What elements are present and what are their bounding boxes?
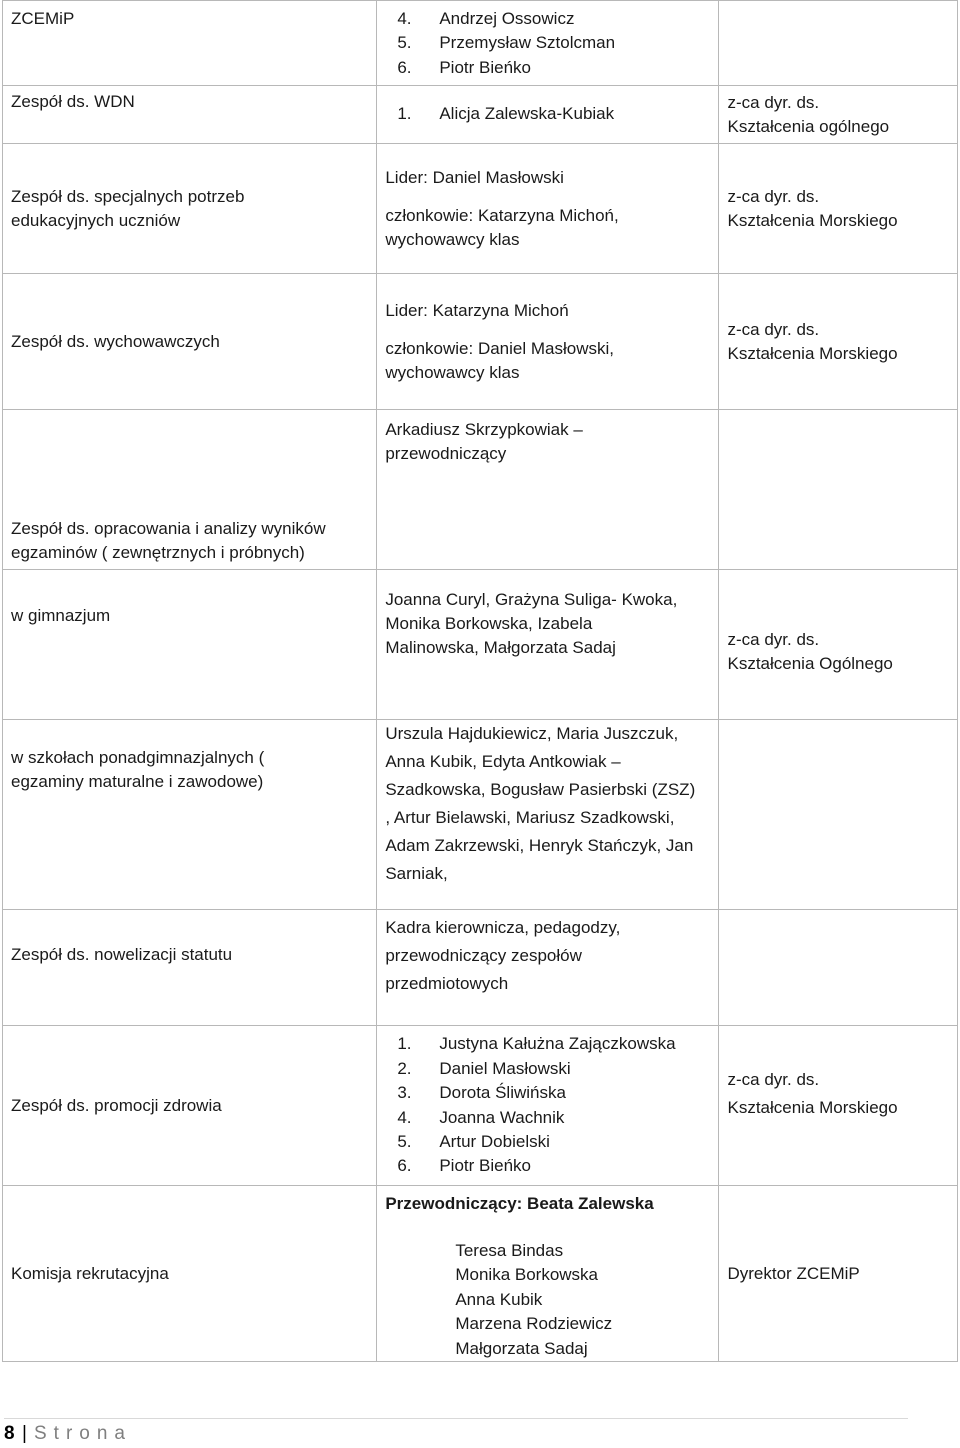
list-item: Monika Borkowska (455, 1265, 599, 1285)
table-row (3, 720, 958, 910)
supervisor-line: z-ca dyr. ds. (727, 1070, 820, 1089)
supervisor-line: Dyrektor ZCEMiP (727, 1263, 860, 1283)
team-name: edukacyjnych uczniów (11, 210, 181, 230)
members-cell (377, 910, 719, 1026)
members-text: Anna Kubik, Edyta Antkowiak – (385, 752, 621, 771)
list-item: 5. Artur Dobielski (397, 1131, 550, 1151)
supervisor-line: Kształcenia Morskiego (727, 210, 898, 230)
list-item: 3. Dorota Śliwińska (397, 1083, 566, 1103)
supervisor-cell (719, 1, 958, 86)
supervisor-line: z-ca dyr. ds. (727, 630, 820, 649)
page-word: Strona (34, 1423, 132, 1444)
team-name: Zespół ds. specjalnych potrzeb (11, 186, 245, 206)
table-row (3, 1186, 958, 1362)
table-row (3, 274, 958, 410)
supervisor-line: Kształcenia Morskiego (727, 1098, 898, 1117)
members-text: wychowawcy klas (385, 362, 520, 382)
members-text: Adam Zakrzewski, Henryk Stańczyk, Jan (385, 836, 694, 855)
leader: Lider: Daniel Masłowski (385, 167, 564, 187)
leader: Lider: Katarzyna Michoń (385, 300, 569, 320)
supervisor-cell (719, 86, 958, 144)
supervisor-line: z-ca dyr. ds. (727, 92, 820, 112)
team-name-cell (3, 1, 377, 86)
members-text: wychowawcy klas (385, 229, 520, 249)
members-text: , Artur Bielawski, Mariusz Szadkowski, (385, 808, 675, 827)
supervisor-cell (719, 720, 958, 910)
supervisor-cell (719, 910, 958, 1026)
chair-cell (377, 410, 719, 570)
page-number: 8 (4, 1423, 15, 1444)
members-list (385, 102, 710, 126)
members-text: Kadra kierownicza, pedagodzy, (385, 918, 621, 937)
members-cell (377, 274, 719, 410)
chair: Arkadiusz Skrzypkowiak – (385, 420, 583, 439)
members-cell (377, 1, 719, 86)
supervisor-line: z-ca dyr. ds. (727, 186, 820, 206)
team-name-cell (3, 910, 377, 1026)
page-footer (0, 1418, 960, 1448)
team-name: Zespół ds. opracowania i analizy wyników (11, 519, 326, 538)
supervisor-cell (719, 410, 958, 570)
members-cell (377, 570, 719, 720)
subgroup-label: egzaminy maturalne i zawodowe) (11, 772, 264, 791)
list-item: Marzena Rodziewicz (455, 1314, 613, 1334)
subgroup-label: w gimnazjum (11, 606, 111, 625)
team-name-cell (3, 720, 377, 910)
list-item: 1. Justyna Kałużna Zajączkowska (397, 1034, 676, 1054)
team-name-cell (3, 274, 377, 410)
supervisor-cell (719, 144, 958, 274)
table-row (3, 1026, 958, 1186)
members-text: Monika Borkowska, Izabela (385, 614, 593, 633)
members-list (385, 1032, 710, 1178)
supervisor-cell (719, 274, 958, 410)
table-row (3, 144, 958, 274)
members-cell (377, 144, 719, 274)
members-list (385, 7, 710, 80)
members-text: przedmiotowych (385, 974, 509, 993)
team-name-cell (3, 144, 377, 274)
table-row (3, 1, 958, 86)
table-row (3, 410, 958, 570)
members-cell (377, 86, 719, 144)
list-item: Teresa Bindas (455, 1241, 564, 1260)
members-cell (377, 1186, 719, 1362)
list-item: Małgorzata Sadaj (455, 1338, 588, 1358)
footer-divider (4, 1418, 908, 1419)
list-item: 6. Piotr Bieńko (397, 57, 532, 77)
list-item: 5. Przemysław Sztolcman (397, 33, 616, 53)
team-name: Komisja rekrutacyjna (11, 1263, 169, 1283)
list-item: 4. Andrzej Ossowicz (397, 9, 575, 28)
footer-separator: | (22, 1423, 27, 1444)
supervisor-line: Kształcenia Ogólnego (727, 654, 893, 673)
supervisor-line: z-ca dyr. ds. (727, 319, 820, 339)
members-text: Malinowska, Małgorzata Sadaj (385, 638, 616, 657)
table-row (3, 570, 958, 720)
table-row (3, 86, 958, 144)
document-table (2, 0, 958, 1362)
list-item: 6. Piotr Bieńko (397, 1156, 532, 1176)
members-text: członkowie: Katarzyna Michoń, (385, 205, 619, 225)
members-text: Sarniak, (385, 864, 448, 883)
subgroup-label: w szkołach ponadgimnazjalnych ( (11, 748, 265, 767)
chair: przewodniczący (385, 444, 507, 463)
table-row (3, 910, 958, 1026)
members-text: Urszula Hajdukiewicz, Maria Juszczuk, (385, 724, 679, 743)
team-name: Zespół ds. WDN (11, 92, 135, 111)
supervisor-cell (719, 1186, 958, 1362)
team-name-cell (3, 1186, 377, 1362)
list-item: Anna Kubik (455, 1289, 543, 1309)
list-item: 4. Joanna Wachnik (397, 1107, 565, 1127)
supervisor-cell (719, 570, 958, 720)
team-name-cell (3, 570, 377, 720)
members-text: Joanna Curyl, Grażyna Suliga- Kwoka, (385, 590, 678, 609)
supervisor-line: Kształcenia Morskiego (727, 343, 898, 363)
teams-table (2, 0, 958, 1362)
members-text: członkowie: Daniel Masłowski, (385, 338, 614, 358)
team-name-cell (3, 410, 377, 570)
team-name: ZCEMiP (11, 9, 75, 28)
team-name: Zespół ds. nowelizacji statutu (11, 945, 233, 964)
members-cell (377, 720, 719, 910)
chair: Przewodniczący: Beata Zalewska (385, 1194, 654, 1213)
members-text: przewodniczący zespołów (385, 946, 582, 965)
list-item: 2. Daniel Masłowski (397, 1058, 571, 1078)
members-cell (377, 1026, 719, 1186)
team-name-cell (3, 1026, 377, 1186)
team-name: egzaminów ( zewnętrznych i próbnych) (11, 543, 305, 562)
supervisor-cell (719, 1026, 958, 1186)
team-name-cell (3, 86, 377, 144)
list-item: 1. Alicja Zalewska-Kubiak (397, 104, 615, 124)
team-name: Zespół ds. promocji zdrowia (11, 1095, 222, 1115)
team-name: Zespół ds. wychowawczych (11, 331, 220, 351)
supervisor-line: Kształcenia ogólnego (727, 116, 890, 136)
members-text: Szadkowska, Bogusław Pasierbski (ZSZ) (385, 780, 696, 799)
